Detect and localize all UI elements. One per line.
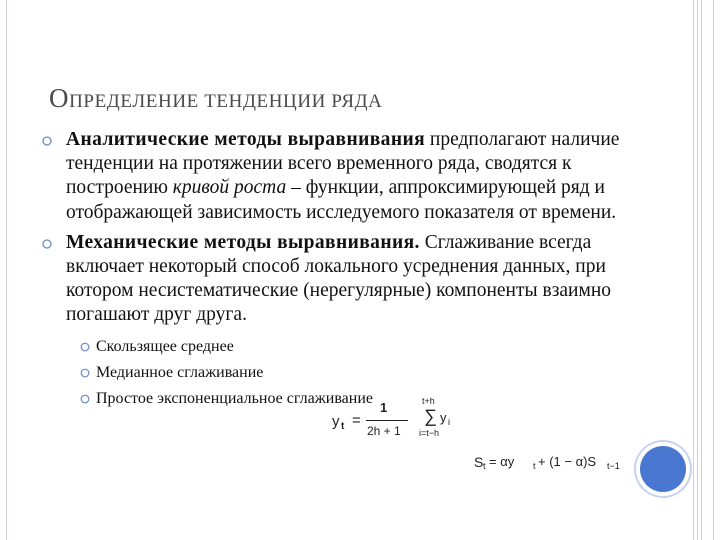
formula-mid: = αy bbox=[489, 454, 515, 469]
formula-mid-sub: t bbox=[533, 461, 536, 471]
formula-lhs: y bbox=[332, 413, 340, 430]
sub-list bbox=[66, 334, 630, 412]
bullet-italic-term: кривой роста bbox=[172, 177, 287, 199]
circle-bullet-icon bbox=[42, 136, 52, 146]
formula-s-sub: t bbox=[483, 461, 486, 471]
title-rest: ПРЕДЕЛЕНИЕ ТЕНДЕНЦИИ РЯДА bbox=[69, 91, 383, 112]
circle-bullet-icon bbox=[80, 394, 90, 404]
formula-s: S bbox=[474, 454, 484, 470]
list-item bbox=[66, 360, 630, 386]
slide-content bbox=[40, 128, 630, 418]
list-item bbox=[66, 334, 630, 360]
fraction-bar bbox=[366, 420, 408, 421]
bullet-text: Сглаживание всегда включает некоторый способ локального усреднения данных, при котором несистематические (нерегулярные) компоненты взаимно погашают друг друга. bbox=[66, 231, 612, 326]
bullet-mechanical bbox=[40, 231, 630, 412]
bullet-analytic bbox=[40, 128, 630, 225]
list-item bbox=[66, 386, 630, 412]
formula-denominator: 2h + 1 bbox=[367, 424, 401, 438]
sub-item-label: Медианное сглаживание bbox=[96, 363, 264, 381]
circle-bullet-icon bbox=[80, 342, 90, 352]
sum-lower-limit: i=t−h bbox=[419, 428, 440, 438]
bullet-text: – функции, аппроксимирующей ряд и отображающей зависимость исследуемого показателя от времени. bbox=[66, 177, 617, 223]
bullet-text: предполагают наличие тенденции на протяжении всего временного ряда, сводятся к построению bbox=[66, 129, 620, 199]
decorative-circle-icon bbox=[640, 446, 686, 492]
bullet-heading: Аналитические методы выравнивания bbox=[66, 129, 426, 150]
circle-bullet-icon bbox=[80, 368, 90, 378]
slide-title bbox=[49, 78, 382, 115]
title-initial: О bbox=[49, 83, 70, 113]
sum-sign-icon: ∑ bbox=[424, 406, 437, 426]
bullet-heading: Механические методы выравнивания. bbox=[66, 231, 420, 253]
sum-term-sub: i bbox=[448, 417, 450, 427]
frame-stripe bbox=[697, 0, 698, 540]
formula-eq: = bbox=[352, 412, 361, 429]
formula-numerator: 1 bbox=[380, 400, 388, 415]
sub-item-label: Скользящее среднее bbox=[96, 337, 234, 355]
sub-item-label: Простое экспоненциальное сглаживание bbox=[96, 389, 373, 407]
frame-stripe bbox=[701, 0, 702, 540]
formula-lhs-sub: t bbox=[341, 421, 345, 432]
formula-tail: + (1 − α)S bbox=[538, 454, 597, 469]
formula-tail-sub: t−1 bbox=[607, 461, 620, 471]
sum-upper-limit: t+h bbox=[422, 396, 435, 406]
frame-stripe bbox=[693, 0, 694, 540]
sum-term: y bbox=[440, 410, 447, 425]
circle-bullet-icon bbox=[42, 239, 52, 249]
